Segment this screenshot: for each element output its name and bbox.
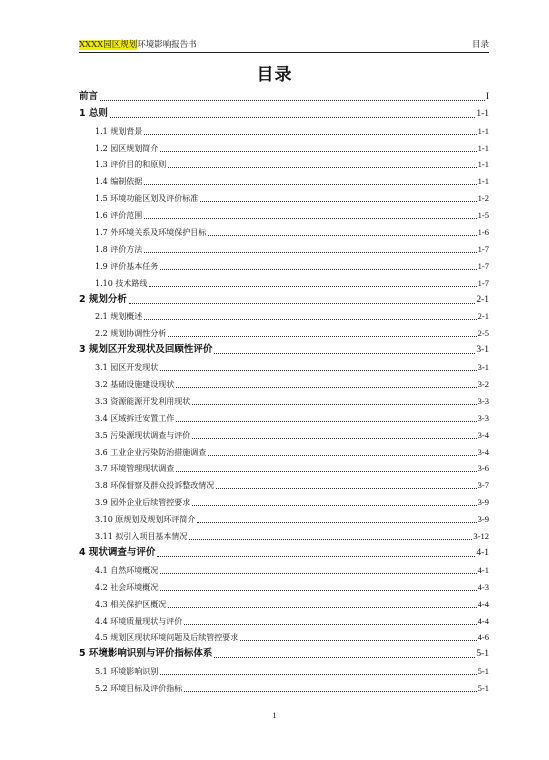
toc-entry-label: 1.2 园区规划简介 — [95, 143, 159, 153]
toc-entry-page: 1-7 — [477, 277, 489, 288]
toc-dot-leader — [110, 117, 475, 118]
toc-entry-page: 3-1 — [476, 345, 489, 356]
toc-dot-leader — [100, 100, 485, 101]
toc-dot-leader — [157, 556, 475, 557]
toc-section-entry[interactable] — [79, 408, 489, 425]
toc-section-entry[interactable] — [79, 239, 489, 256]
toc-dot-leader — [184, 691, 476, 692]
toc-entry-page: 4-1 — [476, 547, 489, 558]
toc-section-entry[interactable] — [79, 628, 489, 645]
toc-entry-page: 1-7 — [477, 260, 489, 271]
toc-entry-page: 2-1 — [477, 311, 489, 322]
toc-entry-label: 3.9 园外企业后续管控要求 — [95, 498, 191, 508]
toc-section-entry[interactable] — [79, 661, 489, 678]
toc-entry-page: I — [485, 91, 489, 102]
toc-section-entry[interactable] — [79, 171, 489, 188]
toc-dot-leader — [144, 218, 476, 219]
toc-entry-label: 3.4 区域拆迁安置工作 — [95, 413, 175, 423]
toc-entry-label: 5.2 环境目标及评价指标 — [95, 684, 183, 694]
toc-dot-leader — [144, 319, 476, 320]
toc-dot-leader — [192, 438, 476, 439]
toc-entry-page: 3-9 — [477, 514, 489, 525]
toc-entry-page: 4-4 — [477, 598, 489, 609]
toc-entry-label: 4.5 规划区现状环境问题及后续管控要求 — [95, 633, 239, 643]
toc-entry-page: 3-2 — [477, 379, 489, 390]
toc-entry-page: 5-1 — [476, 649, 489, 660]
toc-entry-label: 4.1 自然环境概况 — [95, 565, 159, 575]
toc-section-entry[interactable] — [79, 273, 489, 290]
toc-entry-label: 1.5 环境功能区划及评价标准 — [95, 194, 199, 204]
toc-section-entry[interactable] — [79, 594, 489, 611]
toc-section-entry[interactable] — [79, 307, 489, 324]
toc-entry-label: 1.6 评价范围 — [95, 211, 143, 221]
toc-chapter-entry[interactable] — [79, 290, 489, 307]
toc-entry-label: 2.2 规划协调性分析 — [95, 329, 167, 339]
toc-entry-label: 3.3 资源能源开发利用现状 — [95, 396, 191, 406]
toc-entry-label: 3.6 工业企业污染防治措施调查 — [95, 447, 207, 457]
toc-entry-page: 3-9 — [477, 497, 489, 508]
toc-entry-label: 4 现状调查与评价 — [79, 546, 156, 558]
toc-entry-page: 1-7 — [477, 243, 489, 254]
toc-entry-page: 4-4 — [477, 615, 489, 626]
header-highlighted-text: XXXX园区规划 — [79, 40, 138, 50]
toc-dot-leader — [176, 387, 476, 388]
page-header — [79, 39, 489, 53]
toc-entry-page: 1-1 — [476, 108, 489, 119]
toc-entry-label: 1.1 规划背景 — [95, 126, 143, 136]
toc-section-entry[interactable] — [79, 526, 489, 543]
toc-entry-label: 1 总则 — [79, 107, 108, 119]
toc-section-entry[interactable] — [79, 577, 489, 594]
toc-entry-page: 3-4 — [477, 429, 489, 440]
toc-section-entry[interactable] — [79, 357, 489, 374]
toc-dot-leader — [214, 353, 475, 354]
toc-entry-page: 3-3 — [477, 412, 489, 423]
toc-entry-page: 1-1 — [477, 125, 489, 136]
toc-dot-leader — [200, 201, 476, 202]
toc-entry-label: 3 规划区开发现状及回顾性评价 — [79, 344, 213, 356]
toc-entry-page: 4-6 — [477, 632, 489, 643]
toc-section-entry[interactable] — [79, 222, 489, 239]
toc-entry-label: 2 规划分析 — [79, 293, 127, 305]
toc-dot-leader — [129, 303, 475, 304]
toc-section-entry[interactable] — [79, 425, 489, 442]
toc-section-entry[interactable] — [79, 256, 489, 273]
toc-chapter-entry[interactable] — [79, 104, 489, 121]
toc-entry-label: 1.4 编制依据 — [95, 177, 143, 187]
toc-entry-page: 1-1 — [477, 159, 489, 170]
toc-section-entry[interactable] — [79, 560, 489, 577]
toc-entry-label: 3.10 原规划及规划环评简介 — [95, 515, 196, 525]
toc-entry-label: 1.10 技术路线 — [95, 278, 148, 288]
toc-section-entry[interactable] — [79, 188, 489, 205]
toc-entry-page: 1-5 — [477, 210, 489, 221]
toc-dot-leader — [168, 336, 476, 337]
toc-entry-page: 3-1 — [477, 362, 489, 373]
toc-section-entry[interactable] — [79, 509, 489, 526]
toc-dot-leader — [176, 471, 476, 472]
toc-entry-page: 1-2 — [477, 193, 489, 204]
toc-dot-leader — [192, 404, 476, 405]
toc-dot-leader — [160, 151, 476, 152]
toc-dot-leader — [189, 539, 472, 540]
toc-dot-leader — [197, 522, 476, 523]
toc-entry-page: 5-1 — [477, 666, 489, 677]
toc-dot-leader — [160, 573, 476, 574]
toc-section-entry[interactable] — [79, 205, 489, 222]
header-document-title — [79, 39, 197, 52]
toc-entry-page: 5-1 — [477, 683, 489, 694]
toc-section-entry[interactable] — [79, 492, 489, 509]
toc-entry-page: 2-1 — [476, 294, 489, 305]
toc-dot-leader — [160, 269, 476, 270]
toc-section-entry[interactable] — [79, 155, 489, 172]
toc-entry-label: 1.7 外环境关系及环境保护目标 — [95, 228, 207, 238]
toc-dot-leader — [208, 455, 476, 456]
toc-entry-page: 2-5 — [477, 328, 489, 339]
toc-chapter-entry[interactable] — [79, 87, 489, 104]
toc-dot-leader — [160, 590, 476, 591]
toc-dot-leader — [168, 607, 476, 608]
toc-entry-page: 3-6 — [477, 463, 489, 474]
toc-entry-label: 4.2 社会环境概况 — [95, 582, 159, 592]
toc-dot-leader — [240, 640, 476, 641]
toc-entry-label: 1.3 评价目的和原则 — [95, 160, 167, 170]
toc-entry-page: 1-1 — [477, 142, 489, 153]
toc-section-entry[interactable] — [79, 678, 489, 695]
toc-dot-leader — [208, 235, 476, 236]
toc-entry-label: 1.9 评价基本任务 — [95, 261, 159, 271]
header-title-rest: 环境影响报告书 — [137, 40, 197, 50]
toc-section-entry[interactable] — [79, 323, 489, 340]
toc-entry-label: 1.8 评价方法 — [95, 244, 143, 254]
toc-entry-page: 1-1 — [477, 176, 489, 187]
toc-entry-page: 3-7 — [477, 480, 489, 491]
toc-dot-leader — [184, 624, 476, 625]
toc-dot-leader — [168, 167, 476, 168]
toc-entry-label: 4.4 环境质量现状与评价 — [95, 616, 183, 626]
header-section-name: 目录 — [471, 40, 489, 50]
toc-entry-page: 3-3 — [477, 395, 489, 406]
toc-dot-leader — [144, 252, 476, 253]
toc-entry-page: 1-6 — [477, 227, 489, 238]
toc-dot-leader — [160, 370, 476, 371]
table-of-contents — [79, 87, 489, 695]
toc-chapter-entry[interactable] — [79, 340, 489, 357]
toc-dot-leader — [176, 421, 476, 422]
page-number: 1 — [272, 710, 277, 720]
toc-entry-label: 4.3 相关保护区概况 — [95, 599, 167, 609]
toc-dot-leader — [144, 184, 476, 185]
toc-entry-label: 5 环境影响识别与评价指标体系 — [79, 648, 213, 660]
toc-entry-label: 3.8 环保督察及群众投诉整改情况 — [95, 481, 215, 491]
toc-entry-page: 3-4 — [477, 446, 489, 457]
toc-entry-page: 4-3 — [477, 581, 489, 592]
toc-entry-page: 3-12 — [473, 531, 489, 542]
toc-dot-leader — [144, 134, 476, 135]
toc-entry-label: 前言 — [79, 90, 99, 102]
toc-section-entry[interactable] — [79, 611, 489, 628]
toc-section-entry[interactable] — [79, 442, 489, 459]
toc-entry-label: 3.2 基础设施建设现状 — [95, 380, 175, 390]
toc-entry-page: 4-1 — [477, 564, 489, 575]
toc-section-entry[interactable] — [79, 391, 489, 408]
toc-dot-leader — [160, 674, 476, 675]
toc-dot-leader — [149, 286, 476, 287]
toc-entry-label: 3.5 污染源现状调查与评价 — [95, 430, 191, 440]
toc-entry-label: 3.7 环境管理现状调查 — [95, 464, 175, 474]
page-title: 目录 — [256, 65, 293, 85]
toc-entry-label: 2.1 规划概述 — [95, 312, 143, 322]
toc-dot-leader — [192, 505, 476, 506]
toc-chapter-entry[interactable] — [79, 543, 489, 560]
toc-section-entry[interactable] — [79, 138, 489, 155]
toc-section-entry[interactable] — [79, 121, 489, 138]
toc-section-entry[interactable] — [79, 459, 489, 476]
toc-entry-label: 5.1 环境影响识别 — [95, 667, 159, 677]
toc-section-entry[interactable] — [79, 374, 489, 391]
toc-chapter-entry[interactable] — [79, 644, 489, 661]
toc-entry-label: 3.1 园区开发现状 — [95, 363, 159, 373]
toc-dot-leader — [214, 657, 475, 658]
toc-dot-leader — [216, 488, 476, 489]
toc-section-entry[interactable] — [79, 475, 489, 492]
toc-entry-label: 3.11 拟引入项目基本情况 — [95, 532, 188, 542]
